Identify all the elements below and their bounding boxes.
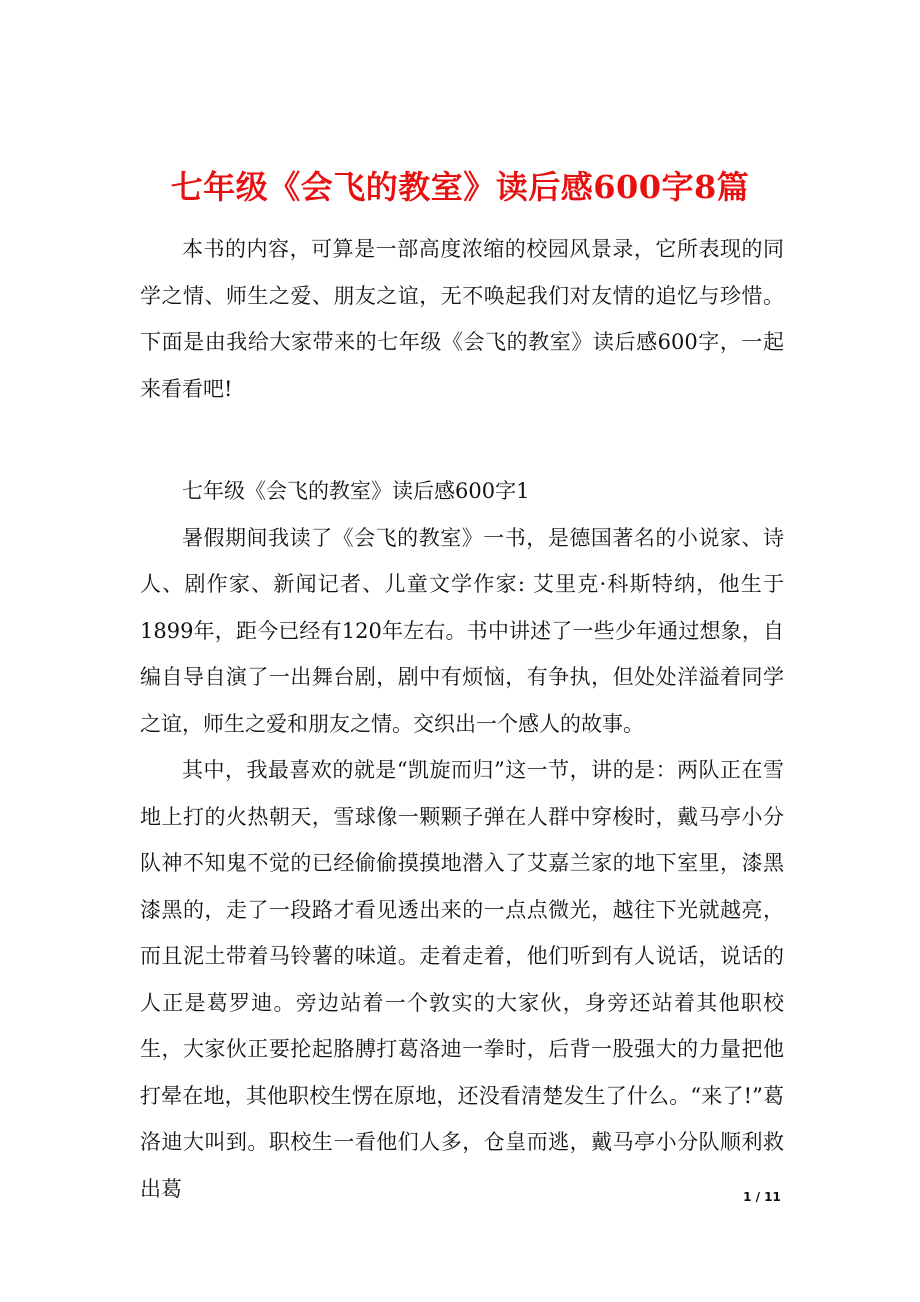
section-block bbox=[140, 468, 784, 1212]
page-number: 1 / 11 bbox=[743, 1190, 781, 1204]
body-paragraph-1: 暑假期间我读了《会飞的教室》一书，是德国著名的小说家、诗人、剧作家、新闻记者、儿童文学作家: 艾里克·科斯特纳，他生于1899年，距今已经有120年左右。书中讲述了一些少年通过想象，自编自导自演了一出舞台剧，剧中有烦恼，有争执，但处处洋溢着同学之谊，师生之爱和朋友之情。交织出一个感人的故事。 bbox=[140, 525, 784, 736]
intro-block bbox=[140, 226, 784, 412]
section-heading: 七年级《会飞的教室》读后感600字1 bbox=[182, 479, 530, 503]
document-title: 七年级《会飞的教室》读后感600字8篇 bbox=[170, 168, 750, 207]
intro-paragraph: 本书的内容，可算是一部高度浓缩的校园风景录，它所表现的同学之情、师生之爱、朋友之谊，无不唤起我们对友情的追忆与珍惜。下面是由我给大家带来的七年级《会飞的教室》读后感600字，一起来看看吧! bbox=[140, 237, 784, 401]
body-paragraph-2: 其中，我最喜欢的就是“凯旋而归”这一节，讲的是：两队正在雪地上打的火热朝天，雪球像一颗颗子弹在人群中穿梭时，戴马亭小分队神不知鬼不觉的已经偷偷摸摸地潜入了艾嘉兰家的地下室里，漆黑漆黑的，走了一段路才看见透出来的一点点微光，越往下光就越亮，而且泥土带着马铃薯的味道。走着走着，他们听到有人说话，说话的人正是葛罗迪。旁边站着一个敦实的大家伙，身旁还站着其他职校生，大家伙正要抡起胳膊打葛洛迪一拳时，后背一股强大的力量把他打晕在地，其他职校生愣在原地，还没看清楚发生了什么。“来了!”葛洛迪大叫到。职校生一看他们人多，仓皇而逃，戴马亭小分队顺利救出葛 bbox=[140, 758, 784, 1201]
